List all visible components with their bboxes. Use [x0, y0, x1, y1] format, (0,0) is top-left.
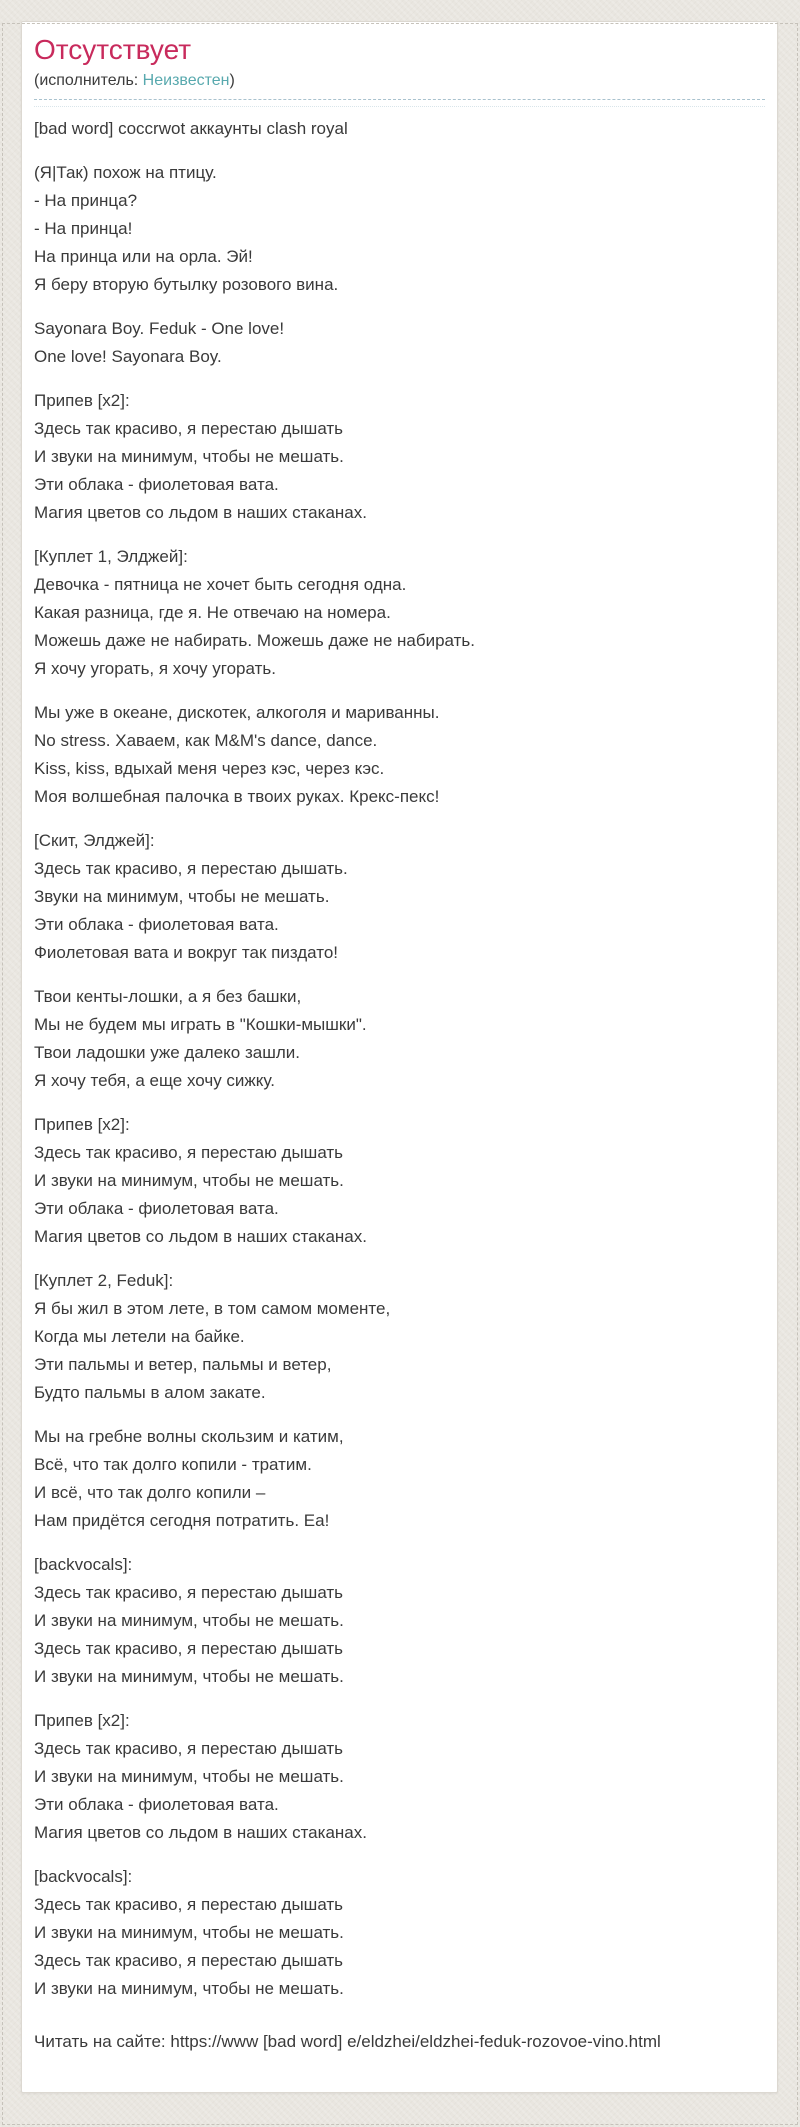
lyrics-line: Магия цветов со льдом в наших стаканах.: [34, 1823, 367, 1842]
lyrics-line: [backvocals]:: [34, 1867, 133, 1886]
lyrics-line: Здесь так красиво, я перестаю дышать: [34, 1639, 344, 1658]
lyrics-line: И звуки на минимум, чтобы не мешать.: [34, 1923, 344, 1942]
lyrics-line: Здесь так красиво, я перестаю дышать: [34, 1895, 344, 1914]
lyrics-line: И всё, что так долго копили –: [34, 1483, 266, 1502]
lyrics-line: Я бы жил в этом лете, в том самом моменте,: [34, 1299, 391, 1318]
lyrics-line: Kiss, kiss, вдыхай меня через кэс, через кэс.: [34, 759, 385, 778]
read-on-site-line: Читать на сайте: https://www [bad word] e/eldzhei/eldzhei-feduk-rozovoe-vino.html: [34, 2032, 661, 2051]
lyrics-stanza: [34, 827, 765, 967]
lyrics-line: Мы уже в океане, дискотек, алкоголя и мариванны.: [34, 703, 440, 722]
lyrics-stanza: [34, 1707, 765, 1847]
lyrics-line: No stress. Хаваем, как M&M's dance, dance.: [34, 731, 378, 750]
lyrics-line: Sayonara Boy. Feduk - One love!: [34, 319, 285, 338]
artist-link[interactable]: Неизвестен: [142, 72, 230, 89]
lyrics-line: [bad word] coccrwot аккаунты clash royal: [34, 119, 348, 138]
lyrics-stanza: [34, 1423, 765, 1535]
lyrics-line: Звуки на минимум, чтобы не мешать.: [34, 887, 330, 906]
lyrics-line: И звуки на минимум, чтобы не мешать.: [34, 1979, 344, 1998]
lyrics-line: И звуки на минимум, чтобы не мешать.: [34, 1667, 344, 1686]
lyrics-line: Я хочу угорать, я хочу угорать.: [34, 659, 276, 678]
lyrics-stanza: [34, 115, 765, 143]
lyrics-line: Будто пальмы в алом закате.: [34, 1383, 266, 1402]
lyrics-line: Мы не будем мы играть в "Кошки-мышки".: [34, 1015, 367, 1034]
lyrics-line: Твои ладошки уже далеко зашли.: [34, 1043, 301, 1062]
lyrics-line: Припев [x2]:: [34, 391, 130, 410]
lyrics-stanza: [34, 699, 765, 811]
lyrics-stanza: [34, 387, 765, 527]
lyrics-line: И звуки на минимум, чтобы не мешать.: [34, 1611, 344, 1630]
lyrics-line: Магия цветов со льдом в наших стаканах.: [34, 1227, 367, 1246]
lyrics-line: Эти облака - фиолетовая вата.: [34, 1795, 279, 1814]
lyrics-stanza: [34, 315, 765, 371]
lyrics-line: Нам придётся сегодня потратить. Еа!: [34, 1511, 330, 1530]
lyrics-line: И звуки на минимум, чтобы не мешать.: [34, 447, 344, 466]
lyrics-line: [Куплет 1, Элджей]:: [34, 547, 188, 566]
lyrics-line: Фиолетовая вата и вокруг так пиздато!: [34, 943, 339, 962]
lyrics-line: - На принца!: [34, 219, 133, 238]
lyrics-line: Здесь так красиво, я перестаю дышать: [34, 419, 344, 438]
song-header: [34, 22, 765, 100]
artist-suffix: ): [229, 72, 235, 89]
lyrics-line: Какая разница, где я. Не отвечаю на номера.: [34, 603, 391, 622]
lyrics-line: Здесь так красиво, я перестаю дышать.: [34, 859, 348, 878]
lyrics-line: Всё, что так долго копили - тратим.: [34, 1455, 312, 1474]
lyrics-line: Мы на гребне волны скользим и катим,: [34, 1427, 344, 1446]
lyrics-line: Моя волшебная палочка в твоих руках. Крекс-пекс!: [34, 787, 440, 806]
lyrics-line: - На принца?: [34, 191, 138, 210]
lyrics-line: Твои кенты-лошки, а я без башки,: [34, 987, 302, 1006]
artist-line: [34, 70, 765, 92]
lyrics-line: Здесь так красиво, я перестаю дышать: [34, 1143, 344, 1162]
lyrics-line: И звуки на минимум, чтобы не мешать.: [34, 1767, 344, 1786]
lyrics-line: Я беру вторую бутылку розового вина.: [34, 275, 339, 294]
lyrics-line: На принца или на орла. Эй!: [34, 247, 253, 266]
lyrics-stanza: [34, 1863, 765, 2003]
lyrics-line: Припев [x2]:: [34, 1115, 130, 1134]
lyrics-line: Эти облака - фиолетовая вата.: [34, 1199, 279, 1218]
lyrics-stanza: [34, 1551, 765, 1691]
lyrics-card: [21, 21, 778, 2093]
lyrics-line: Здесь так красиво, я перестаю дышать: [34, 1951, 344, 1970]
lyrics-line: И звуки на минимум, чтобы не мешать.: [34, 1171, 344, 1190]
lyrics-line: Припев [x2]:: [34, 1711, 130, 1730]
lyrics-line: Эти облака - фиолетовая вата.: [34, 915, 279, 934]
lyrics-line: [Скит, Элджей]:: [34, 831, 155, 850]
lyrics-line: Когда мы летели на байке.: [34, 1327, 245, 1346]
lyrics-stanza: [34, 1111, 765, 1251]
lyrics-line: Можешь даже не набирать. Можешь даже не набирать.: [34, 631, 475, 650]
lyrics-line: Здесь так красиво, я перестаю дышать: [34, 1583, 344, 1602]
lyrics-line: Я хочу тебя, а еще хочу сижку.: [34, 1071, 275, 1090]
lyrics-line: Эти пальмы и ветер, пальмы и ветер,: [34, 1355, 332, 1374]
lyrics-line: One love! Sayonara Boy.: [34, 347, 222, 366]
lyrics-stanza: [34, 1267, 765, 1407]
artist-label: (исполнитель:: [34, 72, 143, 89]
lyrics-stanza: [34, 159, 765, 299]
lyrics-line: Эти облака - фиолетовая вата.: [34, 475, 279, 494]
lyrics-stanza: [34, 983, 765, 1095]
lyrics-line: (Я|Так) похож на птицу.: [34, 163, 217, 182]
lyrics-line: Магия цветов со льдом в наших стаканах.: [34, 503, 367, 522]
lyrics-text: [34, 106, 765, 2003]
lyrics-line: [Куплет 2, Feduk]:: [34, 1271, 174, 1290]
song-title: Отсутствует: [34, 34, 192, 65]
lyrics-stanza: [34, 543, 765, 683]
lyrics-line: Здесь так красиво, я перестаю дышать: [34, 1739, 344, 1758]
lyrics-line: Девочка - пятница не хочет быть сегодня одна.: [34, 575, 407, 594]
lyrics-line: [backvocals]:: [34, 1555, 133, 1574]
